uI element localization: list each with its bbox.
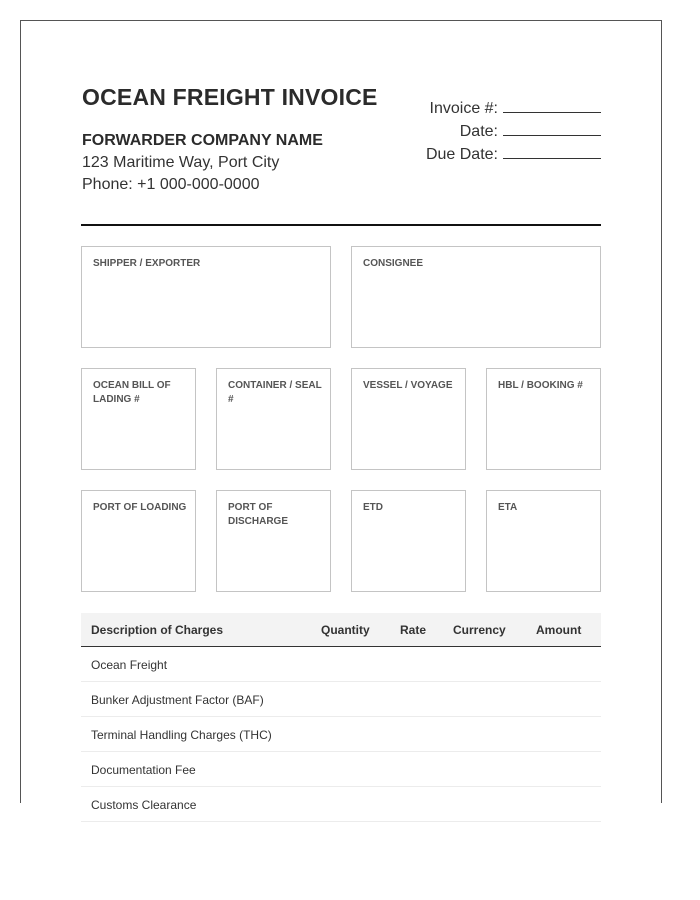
container-seal-box[interactable] [216,368,331,470]
charge-description: Customs Clearance [91,798,197,812]
table-row[interactable] [81,647,601,682]
eta-label: ETA [498,502,518,513]
consignee-label: CONSIGNEE [363,258,424,269]
company-phone: Phone: +1 000-000-0000 [82,176,260,193]
port-of-discharge-label: PORT OF DISCHARGE [228,502,289,527]
consignee-box[interactable] [351,246,601,348]
vessel-voyage-box[interactable] [351,368,466,470]
company-name: FORWARDER COMPANY NAME [82,132,323,149]
vessel-voyage-label: VESSEL / VOYAGE [363,380,453,391]
table-row[interactable] [81,717,601,752]
shipper-box[interactable] [81,246,331,348]
etd-box[interactable] [351,490,466,592]
port-of-discharge-box[interactable] [216,490,331,592]
charge-description: Documentation Fee [91,763,196,777]
etd-label: ETD [363,502,383,513]
table-row[interactable] [81,752,601,787]
invoice-page [20,20,662,812]
column-header-quantity: Quantity [321,623,370,637]
invoice-meta [426,97,601,166]
invoice-number-field[interactable] [503,97,601,113]
due-date-label: Due Date: [425,146,498,163]
eta-box[interactable] [486,490,601,592]
charges-table [81,613,601,822]
invoice-number-row [426,97,601,120]
shipper-label: SHIPPER / EXPORTER [93,258,201,269]
due-date-row [426,143,601,166]
hbl-booking-box[interactable] [486,368,601,470]
invoice-date-row [426,120,601,143]
due-date-field[interactable] [503,143,601,159]
charge-description: Terminal Handling Charges (THC) [91,728,272,742]
invoice-date-field[interactable] [503,120,601,136]
charge-description: Ocean Freight [91,658,168,672]
invoice-date-label: Date: [459,123,498,140]
column-header-currency: Currency [453,623,506,637]
charges-header-row [81,613,601,647]
company-address: 123 Maritime Way, Port City [82,154,280,171]
header-divider [81,224,601,226]
column-header-description: Description of Charges [91,623,224,637]
hbl-booking-label: HBL / BOOKING # [498,380,583,391]
invoice-number-label: Invoice #: [429,100,498,117]
column-header-rate: Rate [400,623,427,637]
charge-description: Bunker Adjustment Factor (BAF) [91,693,264,707]
bill-of-lading-label: OCEAN BILL OF LADING # [93,380,171,405]
container-seal-label: CONTAINER / SEAL # [228,380,322,405]
column-header-amount: Amount [536,623,582,637]
table-row[interactable] [81,682,601,717]
invoice-title: OCEAN FREIGHT INVOICE [82,84,378,110]
table-row[interactable] [81,787,601,822]
bill-of-lading-box[interactable] [81,368,196,470]
port-of-loading-label: PORT OF LOADING [93,502,187,513]
port-of-loading-box[interactable] [81,490,196,592]
